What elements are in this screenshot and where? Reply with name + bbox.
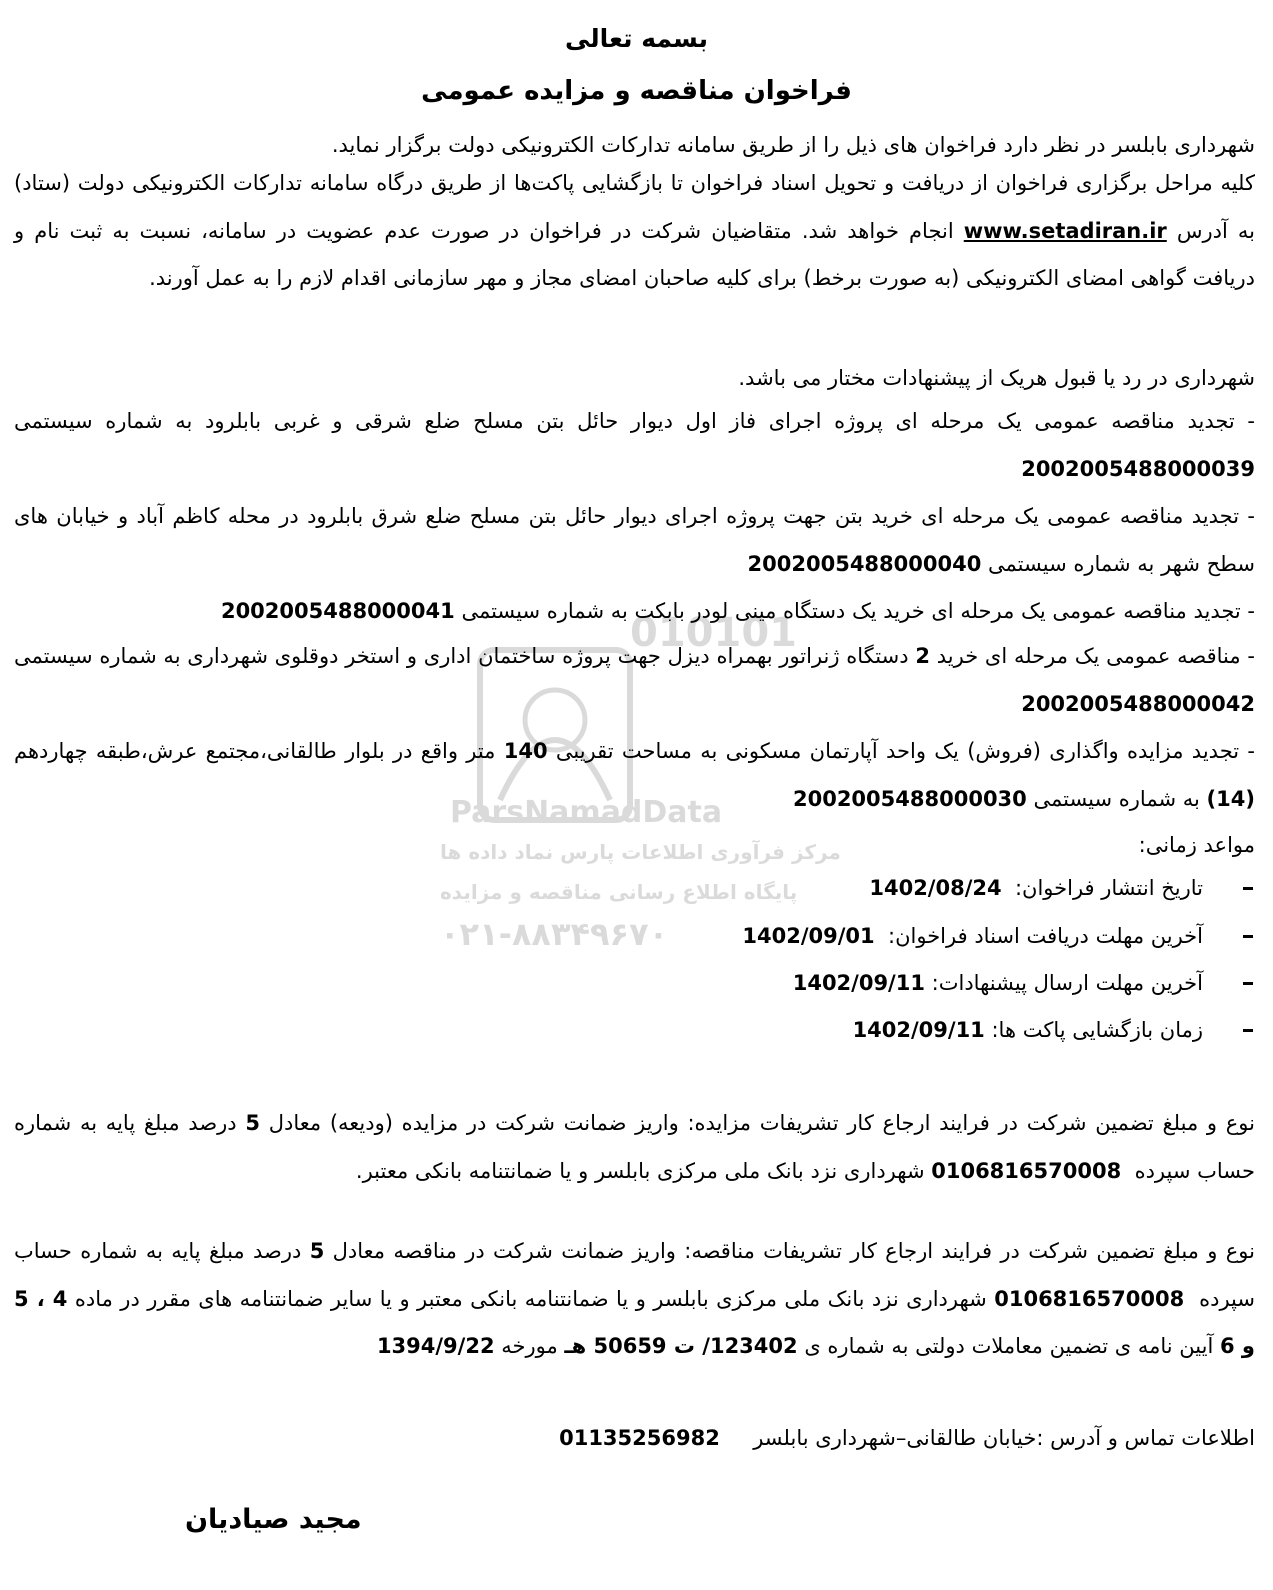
item-5-text-b: متر واقع در بلوار طالقانی،مجتمع عرش،طبقه چهاردهم — [14, 739, 496, 763]
tender-percent: 5 — [309, 1239, 325, 1263]
tender-text-d: آیین نامه ی تضمین معاملات دولتی به شماره ی — [804, 1334, 1214, 1358]
bismillah-heading: بسمه تعالی — [564, 24, 709, 53]
contact-label: اطلاعات تماس و آدرس :خیابان طالقانی–شهرداری بابلسر — [753, 1426, 1255, 1450]
tender-text-c: شهرداری نزد بانک ملی مرکزی بابلسر و یا ضمانتنامه بانکی معتبر و یا سایر ضمانتنامه های مقرر در ماده — [74, 1286, 987, 1311]
item-4-text-b: دستگاه ژنراتور بهمراه دیزل جهت پروژه ساختمان اداری و استخر دوقلوی شهرداری به شماره سیستمی — [14, 644, 909, 668]
item-1 — [14, 398, 1255, 493]
schedule-row — [742, 921, 1255, 951]
schedule-heading: مواعد زمانی: — [1138, 833, 1255, 857]
tender-guarantee — [14, 1228, 1255, 1371]
watermark-phone: ۰۲۱-۸۸۳۴۹۶۷۰ — [440, 915, 669, 953]
item-3-number: 2002005488000041 — [220, 599, 455, 623]
tender-regulation-no: 123402/ ت 50659 هـ — [564, 1334, 798, 1358]
tender-text-e: مورخه — [501, 1334, 558, 1358]
auction-account: 0106816570008 — [931, 1158, 1122, 1183]
item-2 — [14, 493, 1255, 588]
item-1-text: - تجدید مناقصه عمومی یک مرحله ای پروژه اجرای فاز اول دیوار حائل بتن مسلح ضلع شرقی و غربی بابلرود به شماره سیستمی — [14, 409, 1255, 433]
schedule-label: آخرین مهلت ارسال پیشنهادات: — [931, 971, 1203, 995]
contact-info — [559, 1423, 1255, 1453]
item-1-number: 2002005488000039 — [1021, 456, 1255, 481]
item-5-text-c: به شماره سیستمی — [1033, 786, 1200, 811]
item-3 — [14, 588, 1255, 636]
schedule-label: آخرین مهلت دریافت اسناد فراخوان: — [888, 924, 1203, 948]
bullet-icon — [1243, 982, 1253, 985]
schedule-date: 1402/08/24 — [869, 876, 1002, 900]
item-5-number: 2002005488000030 — [792, 786, 1027, 811]
auction-text-b: درصد مبلغ پایه به شماره حساب سپرده — [14, 1111, 1255, 1183]
intro-paragraph — [14, 160, 1255, 303]
item-2-number: 2002005488000040 — [747, 551, 982, 576]
item-5 — [14, 728, 1255, 823]
item-4 — [14, 633, 1255, 728]
tender-text-a: نوع و مبلغ تضمین شرکت در فرایند ارجاع کار تشریفات مناقصه: واریز ضمانت شرکت در مناقصه معادل — [332, 1239, 1255, 1263]
schedule-date: 1402/09/01 — [742, 924, 875, 948]
watermark-digits: 010101 — [630, 610, 797, 656]
contact-phone: 01135256982 — [559, 1426, 720, 1450]
intro-after-url: انجام خواهد شد. متقاضیان شرکت در فراخوان در صورت عدم عضویت در سامانه، نسبت به ثبت نام و دریافت گواهی امضای الکترونیکی (به صورت برخط) برای کلیه صاحبان امضای مجاز و مهر سازمانی اقدام لازم را به عمل آورند. — [14, 218, 1255, 290]
bullet-icon — [1243, 1029, 1253, 1032]
tender-regulation-date: 1394/9/22 — [376, 1334, 495, 1358]
signature-name: مجید صیادیان — [185, 1504, 362, 1535]
schedule-row — [793, 968, 1255, 998]
bullet-icon — [1243, 935, 1253, 938]
schedule-label: زمان بازگشایی پاکت ها: — [991, 1018, 1203, 1042]
intro-line: شهرداری بابلسر در نظر دارد فراخوان های ذیل را از طریق سامانه تدارکات الکترونیکی دولت برگزار نماید. — [331, 133, 1255, 157]
item-2-text: - تجدید مناقصه عمومی یک مرحله ای خرید بتن جهت پروژه اجرای دیوار حائل بتن مسلح ضلع شرق بابلرود در محله کاظم آباد و خیابان های سطح شهر به شماره سیستمی — [14, 504, 1255, 576]
tender-text-b: درصد مبلغ پایه به شماره حساب سپرده — [14, 1239, 1255, 1311]
item-4-number: 2002005488000042 — [1021, 691, 1255, 716]
item-5-text-a: - تجدید مزایده واگذاری (فروش) یک واحد آپارتمان مسکونی به مساحت تقریبی — [555, 739, 1255, 763]
item-4-count: 2 — [915, 644, 930, 668]
schedule-date: 1402/09/11 — [852, 1018, 985, 1042]
auction-percent: 5 — [245, 1111, 260, 1135]
setadiran-link[interactable]: www.setadiran.ir — [963, 218, 1167, 243]
watermark-line1: مرکز فرآوری اطلاعات پارس نماد داده ها — [440, 840, 841, 864]
rights-reserved-text: شهرداری در رد یا قبول هریک از پیشنهادات مختار می باشد. — [738, 366, 1255, 390]
schedule-date: 1402/09/11 — [792, 971, 925, 995]
bullet-icon — [1243, 887, 1253, 890]
schedule-label: تاریخ انتشار فراخوان: — [1014, 876, 1203, 900]
item-5-area: 140 — [503, 739, 548, 763]
auction-guarantee — [14, 1100, 1255, 1195]
item-4-text-a: - مناقصه عمومی یک مرحله ای خرید — [936, 644, 1255, 668]
schedule-row — [869, 873, 1255, 903]
auction-text-c: شهرداری نزد بانک ملی مرکزی بابلسر و یا ضمانتنامه بانکی معتبر. — [355, 1158, 925, 1183]
watermark-brand: ParsNamadData — [450, 795, 723, 830]
tender-account: 0106816570008 — [994, 1286, 1185, 1311]
schedule-row — [853, 1015, 1255, 1045]
watermark-line2: پایگاه اطلاع رسانی مناقصه و مزایده — [440, 880, 798, 904]
item-5-floor: (14) — [1206, 786, 1255, 811]
notice-title: فراخوان مناقصه و مزایده عمومی — [421, 76, 852, 106]
intro-before-url: کلیه مراحل برگزاری فراخوان از دریافت و تحویل اسناد فراخوان تا بازگشایی پاکت‌ها از طریق درگاه سامانه تدارکات الکترونیکی دولت (ستاد) به آدرس — [14, 171, 1255, 243]
tender-articles: 4 ، 5 و 6 — [14, 1286, 1255, 1358]
item-3-text: - تجدید مناقصه عمومی یک مرحله ای خرید یک دستگاه مینی لودر بابکت به شماره سیستمی — [461, 599, 1255, 623]
auction-text-a: نوع و مبلغ تضمین شرکت در فرایند ارجاع کار تشریفات مزایده: واریز ضمانت شرکت در مزایده (ودیعه) معادل — [268, 1111, 1255, 1135]
